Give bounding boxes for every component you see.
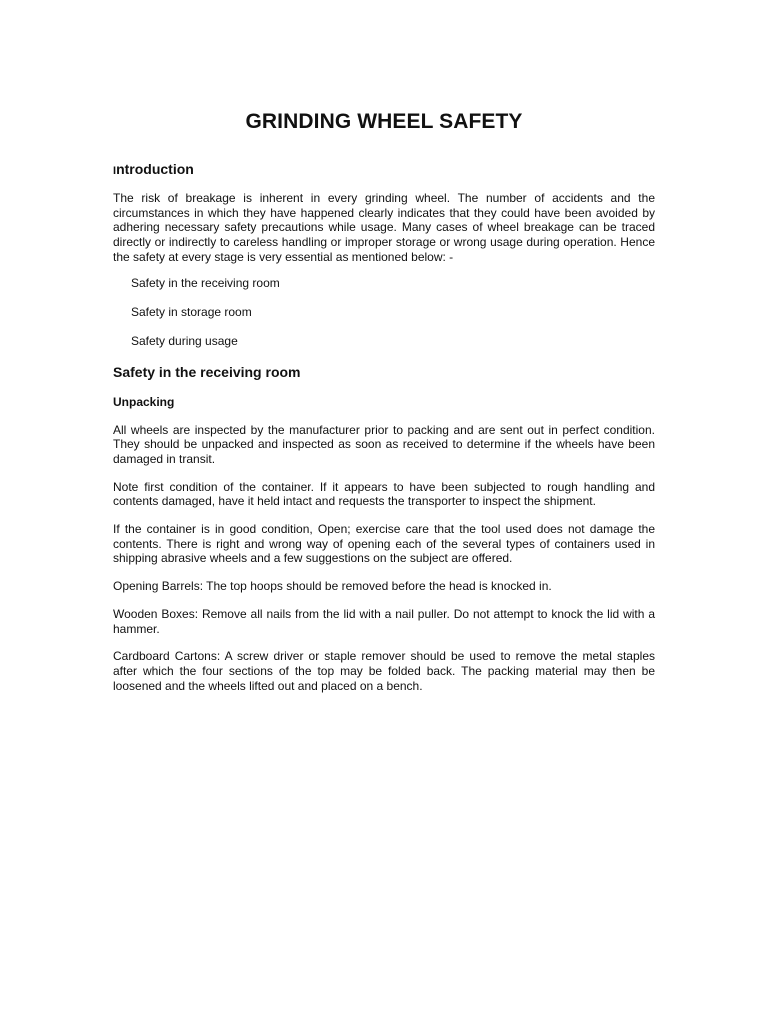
document-title: GRINDING WHEEL SAFETY	[245, 110, 523, 133]
subheading-unpacking: Unpacking	[113, 394, 175, 409]
list-item: Safety in the receiving room	[131, 275, 280, 290]
paragraph-wooden-boxes: Wooden Boxes: Remove all nails from the lid with a nail puller. Do not attempt to knock the lid with a hammer.	[113, 606, 655, 636]
document-content	[113, 104, 655, 693]
list-item: Safety in storage room	[131, 304, 252, 319]
paragraph-container-condition: Note first condition of the container. If it appears to have been subjected to rough handling and contents damaged, have it held intact and requests the transporter to inspect the shipment.	[113, 479, 655, 509]
safety-stages-list	[113, 276, 655, 349]
introduction-heading-rest: ntroduction	[116, 161, 194, 177]
introduction-heading	[113, 160, 655, 180]
section-heading-receiving-room: Safety in the receiving room	[113, 363, 301, 380]
paragraph-cardboard-cartons: Cardboard Cartons: A screw driver or staple remover should be used to remove the metal staples after which the four sections of the top may be folded back. The packing material may then be loosened and the wheels lifted out and placed on a bench.	[113, 649, 655, 693]
introduction-paragraph: The risk of breakage is inherent in every grinding wheel. The number of accidents and the circumstances in which they have happened clearly indicates that they could have been avoided by adhering necessary safety precautions while usage. Many cases of wheel breakage can be traced directly or indirectly to careless handling or improper storage or wrong usage during operation. Hence the safety at every stage is very essential as mentioned below: -	[113, 191, 655, 264]
paragraph-opening-containers: If the container is in good condition, Open; exercise care that the tool used does not damage the contents. There is right and wrong way of opening each of the several types of containers used in shipping abrasive wheels and a few suggestions on the subject are offered.	[113, 522, 655, 566]
introduction-heading-initial: I	[113, 165, 117, 177]
paragraph-opening-barrels: Opening Barrels: The top hoops should be removed before the head is knocked in.	[113, 579, 552, 594]
list-item: Safety during usage	[131, 333, 238, 348]
paragraph-inspection: All wheels are inspected by the manufacturer prior to packing and are sent out in perfect condition. They should be unpacked and inspected as soon as received to determine if the wheels have been damaged in transit.	[113, 422, 655, 466]
